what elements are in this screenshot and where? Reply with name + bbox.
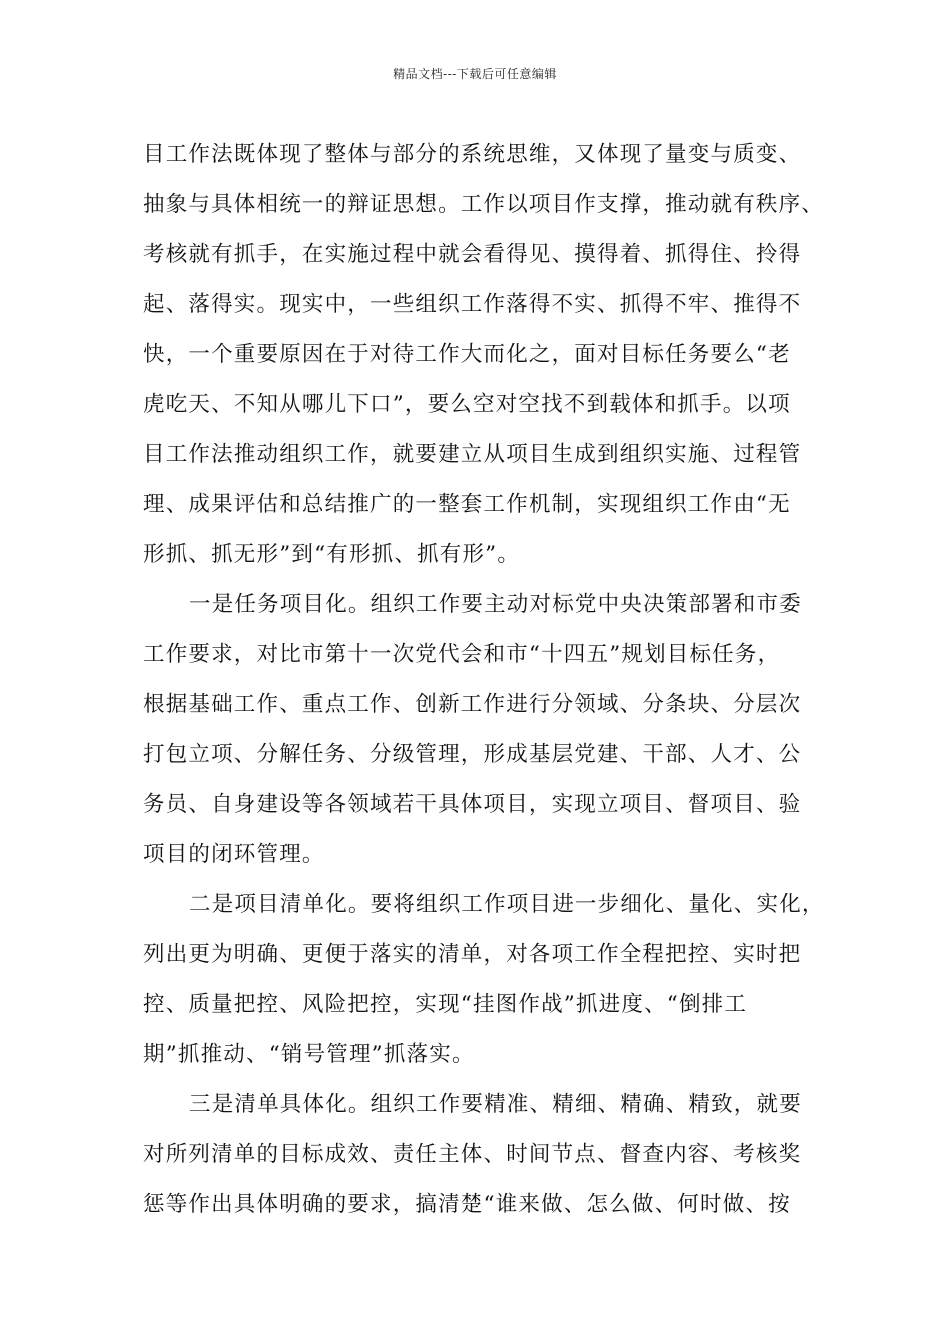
text-line: 形抓、抓无形”到“有形抓、抓有形”。 xyxy=(143,542,521,567)
paragraph-4 xyxy=(143,1080,823,1230)
text-line: 打包立项、分解任务、分级管理，形成基层党建、干部、人才、公 xyxy=(143,742,802,767)
text-line: 目工作法推动组织工作，就要建立从项目生成到组织实施、过程管 xyxy=(143,442,802,467)
text-line: 考核就有抓手，在实施过程中就会看得见、摸得着、抓得住、拎得 xyxy=(143,242,802,267)
text-line: 期”抓推动、“销号管理”抓落实。 xyxy=(143,1042,475,1067)
text-line: 起、落得实。现实中，一些组织工作落得不实、抓得不牢、推得不 xyxy=(143,292,802,317)
text-line: 控、质量把控、风险把控，实现“挂图作战”抓进度、“倒排工 xyxy=(143,992,748,1017)
document-body xyxy=(143,130,823,1230)
text-line: 一是任务项目化。组织工作要主动对标党中央决策部署和市委 xyxy=(189,592,802,617)
text-line: 务员、自身建设等各领域若干具体项目，实现立项目、督项目、验 xyxy=(143,792,802,817)
page-header: 精品文档---下载后可任意编辑 xyxy=(393,67,557,81)
text-line: 快，一个重要原因在于对待工作大而化之，面对目标任务要么“老 xyxy=(143,342,791,367)
text-line: 列出更为明确、更便于落实的清单，对各项工作全程把控、实时把 xyxy=(143,942,802,967)
paragraph-3 xyxy=(143,880,823,1080)
text-line: 抽象与具体相统一的辩证思想。工作以项目作支撑，推动就有秩序、 xyxy=(143,192,825,217)
paragraph-1 xyxy=(143,130,823,580)
text-line: 目工作法既体现了整体与部分的系统思维，又体现了量变与质变、 xyxy=(143,142,802,167)
text-line: 理、成果评估和总结推广的一整套工作机制，实现组织工作由“无 xyxy=(143,492,791,517)
text-line: 根据基础工作、重点工作、创新工作进行分领域、分条块、分层次 xyxy=(143,692,802,717)
text-line: 二是项目清单化。要将组织工作项目进一步细化、量化、实化， xyxy=(189,892,825,917)
text-line: 三是清单具体化。组织工作要精准、精细、精确、精致，就要 xyxy=(189,1092,802,1117)
text-line: 项目的闭环管理。 xyxy=(143,842,325,867)
paragraph-2 xyxy=(143,580,823,880)
text-line: 工作要求，对比市第十一次党代会和市“十四五”规划目标任务， xyxy=(143,642,781,667)
text-line: 惩等作出具体明确的要求，搞清楚“谁来做、怎么做、何时做、按 xyxy=(143,1192,791,1217)
text-line: 对所列清单的目标成效、责任主体、时间节点、督查内容、考核奖 xyxy=(143,1142,802,1167)
text-line: 虎吃天、不知从哪儿下口”，要么空对空找不到载体和抓手。以项 xyxy=(143,392,791,417)
